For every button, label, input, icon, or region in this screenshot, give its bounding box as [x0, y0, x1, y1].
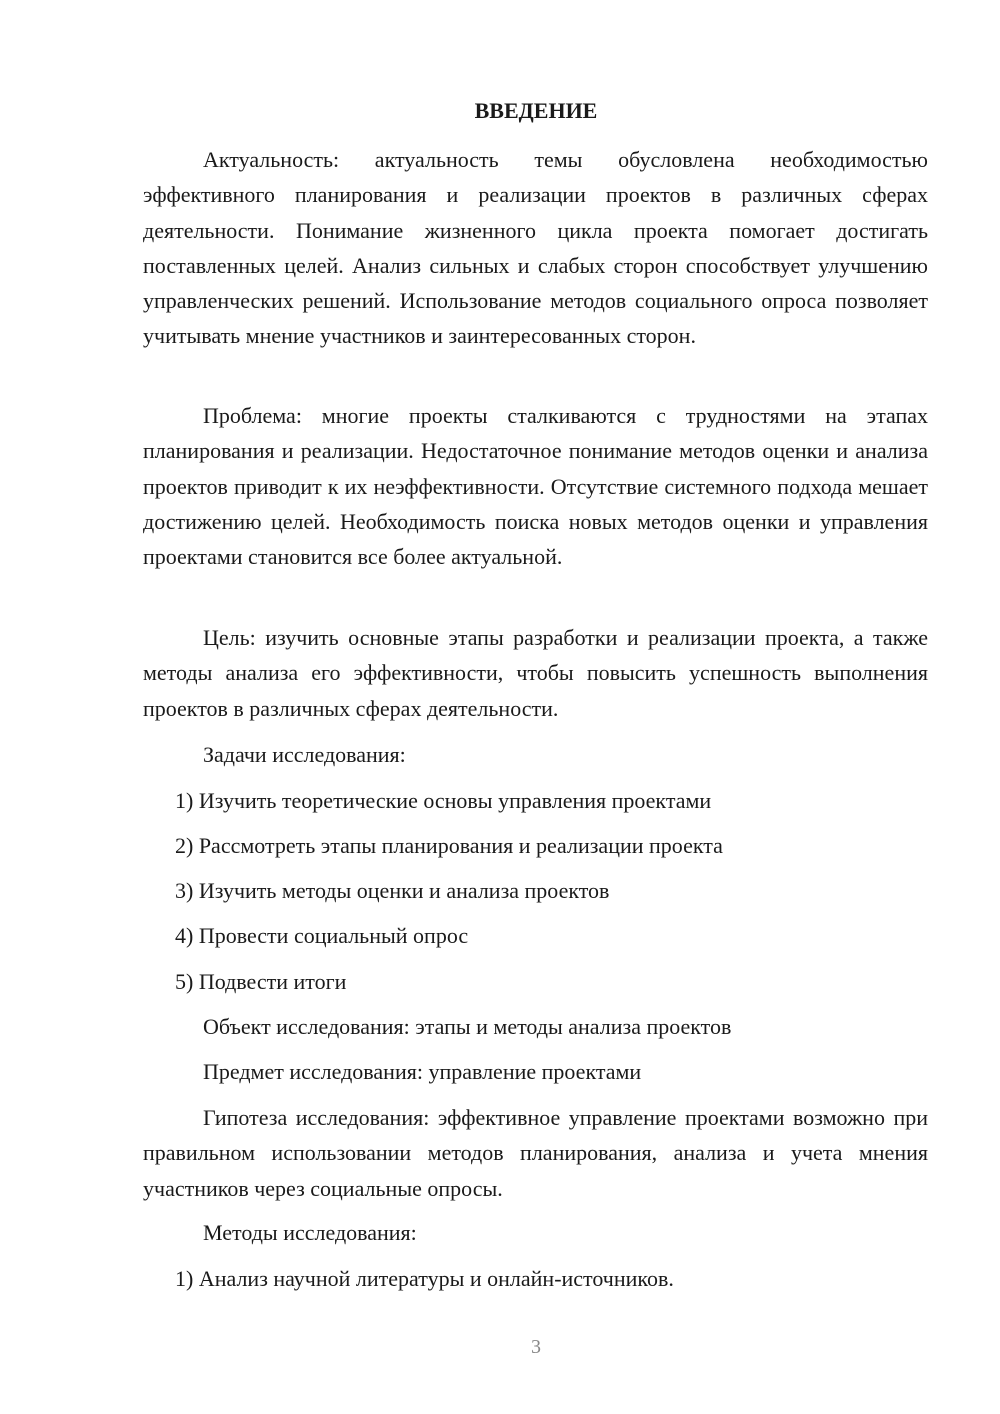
hypothesis-paragraph: Гипотеза исследования: эффективное управление проектами возможно при правильном использовании методов планирования, анализа и учета мнения участников через социальные опросы. — [143, 1105, 928, 1201]
page-title: ВВЕДЕНИЕ — [474, 98, 598, 123]
tasks-heading: Задачи исследования: — [203, 742, 406, 767]
task-item: 4) Провести социальный опрос — [175, 923, 469, 948]
task-item: 5) Подвести итоги — [175, 969, 347, 994]
task-item: 2) Рассмотреть этапы планирования и реализации проекта — [175, 833, 723, 858]
problem-paragraph: Проблема: многие проекты сталкиваются с трудностями на этапах планирования и реализации. Недостаточное понимание методов оценки и анализа проектов приводит к их неэффективности. Отсутствие системного подхода мешает достижению целей. Необходимость поиска новых методов оценки и управления проектами становится все более актуальной. — [143, 403, 928, 570]
research-subject: Предмет исследования: управление проектами — [203, 1059, 642, 1084]
task-item: 3) Изучить методы оценки и анализа проектов — [175, 878, 610, 903]
relevance-paragraph: Актуальность: актуальность темы обусловлена необходимостью эффективного планирования и реализации проектов в различных сферах деятельности. Понимание жизненного цикла проекта помогает достигать поставленных целей. Анализ сильных и слабых сторон способствует улучшению управленческих решений. Использование методов социального опроса позволяет учитывать мнение участников и заинтересованных сторон. — [143, 147, 928, 349]
research-object: Объект исследования: этапы и методы анализа проектов — [203, 1014, 732, 1039]
method-item: 1) Анализ научной литературы и онлайн-источников. — [175, 1266, 674, 1291]
goal-paragraph: Цель: изучить основные этапы разработки и реализации проекта, а также методы анализа его эффективности, чтобы повысить успешность выполнения проектов в различных сферах деятельности. — [143, 625, 928, 721]
task-item: 1) Изучить теоретические основы управления проектами — [175, 788, 712, 813]
methods-heading: Методы исследования: — [203, 1220, 417, 1245]
page-number: 3 — [531, 1336, 541, 1358]
